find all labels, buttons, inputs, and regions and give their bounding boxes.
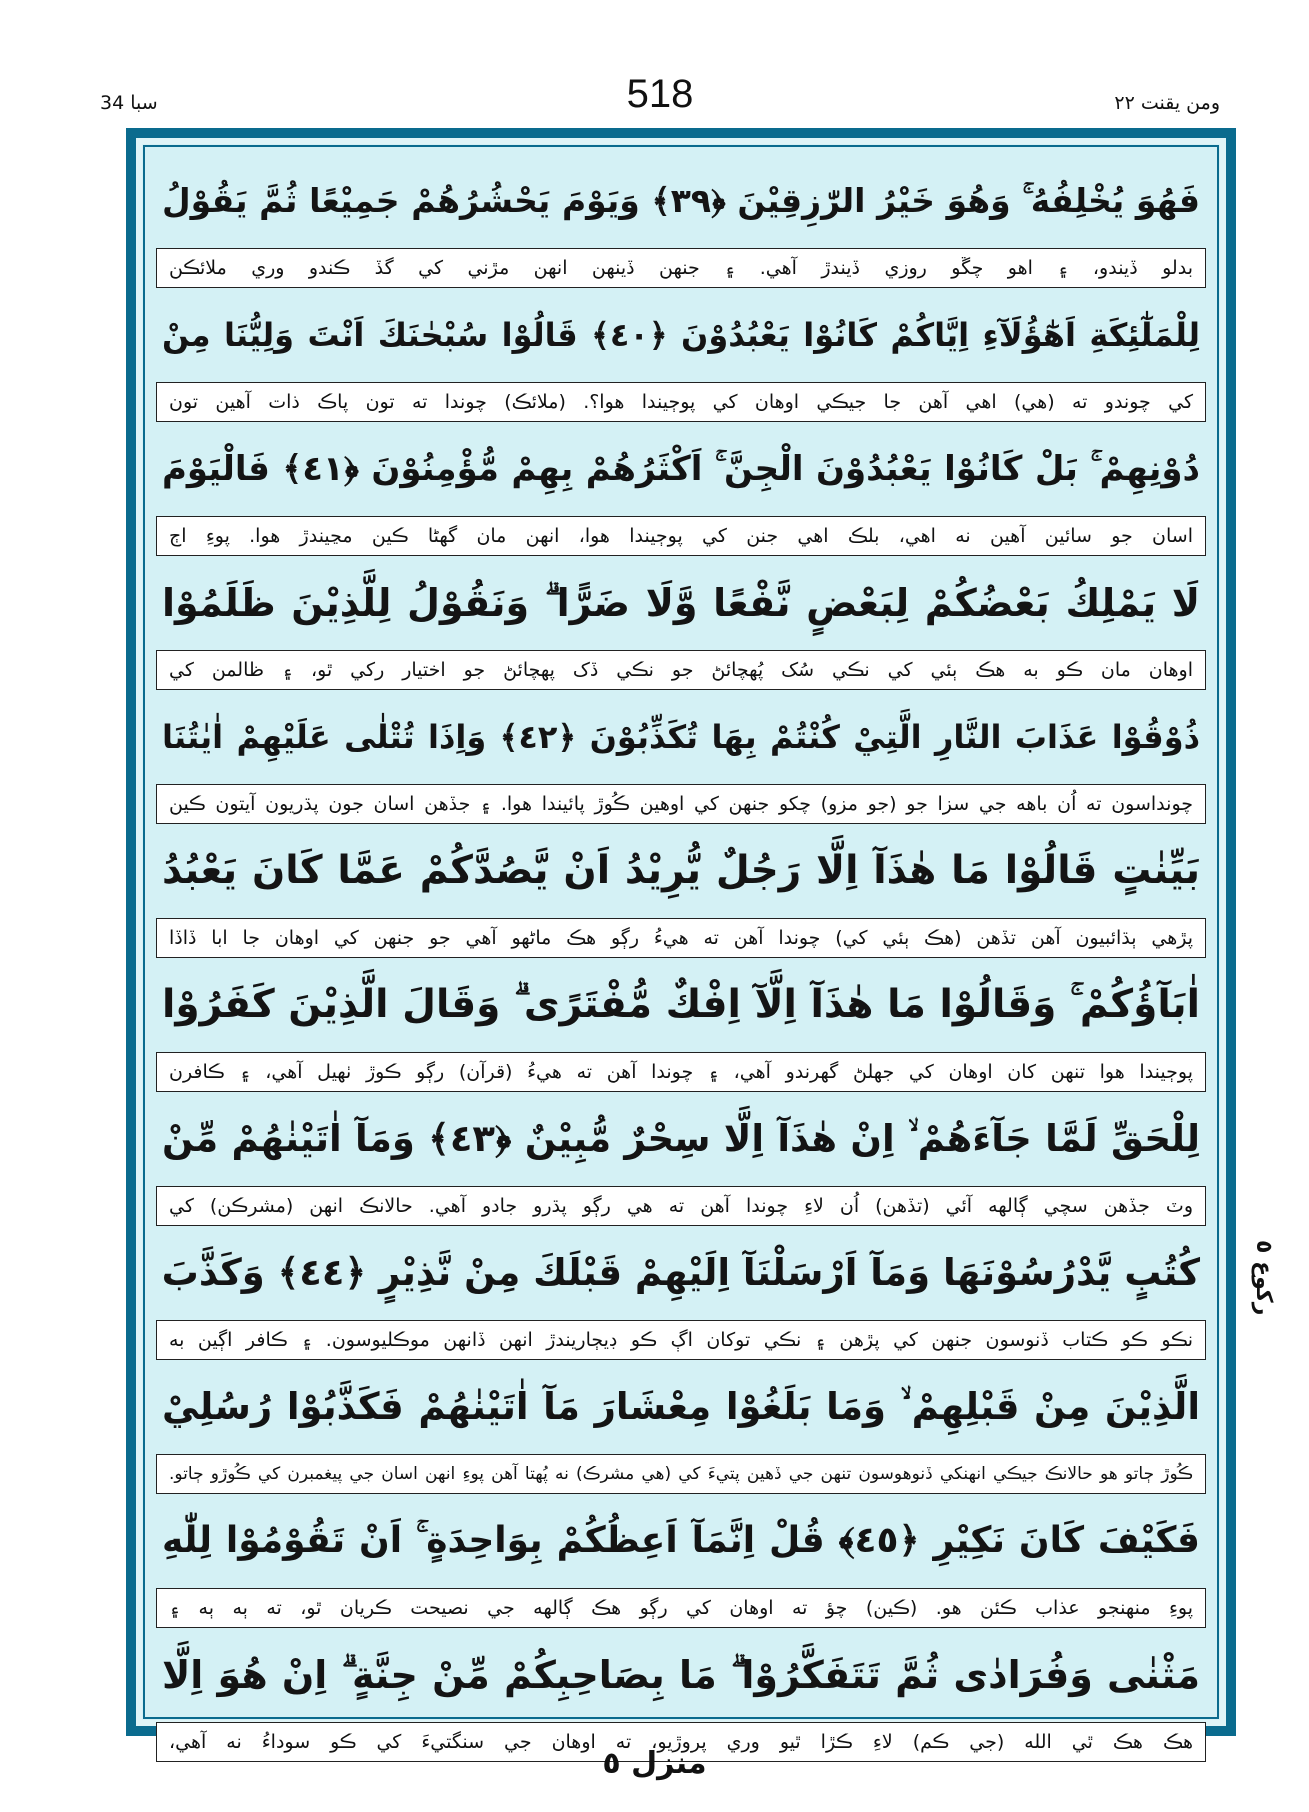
juz-label: سبا 34 xyxy=(100,92,158,114)
translation-line: نڪو ڪو ڪتاب ڏنوسون جنهن کي پڙهن ۽ نڪي توکان اڳ ڪو ڊيڄاريندڙ انهن ڏانهن موڪليوسون. ۽ ڪافر اڳين به xyxy=(156,1320,1206,1360)
arabic-line: لِلْمَلٰٓئِكَةِ اَهٰٓؤُلَآءِ اِيَّاكُمْ كَانُوْا يَعْبُدُوْنَ ﴿٤٠﴾ قَالُوْا سُبْحٰنَكَ اَنْتَ وَلِيُّنَا مِنْ xyxy=(162,316,1201,354)
translation-line: اوهان مان ڪو به هڪ ٻئي کي نڪي سُک پُهچائڻ جو نڪي ڏک پهچائڻ جو اختيار رکي ٿو، ۽ ظالمن کي xyxy=(156,650,1206,690)
page-frame xyxy=(126,128,1236,1753)
translation-line: پڙهي ٻڌائبيون آهن تڏهن (هڪ ٻئي کي) چوندا آهن ته هيءُ رڳو هڪ ماڻهو آهي جو جنهن کي اوهان جا ابا ڏاڏا xyxy=(156,918,1206,958)
translation-line: چونداسون ته اُن باهه جي سزا جو (جو مزو) چکو جنهن کي اوهين ڪُوڙ پائيندا هوا. ۽ جڏهن اسان جون پڌريون آيتون ڪين xyxy=(156,784,1206,824)
translation-line: پوءِ منهنجو عذاب ڪئن هو. (ڪين) چؤ ته اوهان کي رڳو هڪ ڳالهه جي نصيحت ڪريان ٿو، ته ٻه ٻه ۽ xyxy=(156,1588,1206,1628)
verse-block xyxy=(156,422,1206,556)
translation-line: هڪ هڪ ٿي الله (جي ڪم) لاءِ ڪڙا ٿيو وري پروڙيو، ته اوهان جي سنگتيءَ کي ڪو سوداءُ نه آهي، xyxy=(156,1722,1206,1762)
manzil-footer: منزل ٥ xyxy=(602,1746,707,1781)
arabic-line: كُتُبٍ يَّدْرُسُوْنَهَا وَمَآ اَرْسَلْنَآ اِلَيْهِمْ قَبْلَكَ مِنْ نَّذِيْرٍ ﴿٤٤﴾ وَكَذَّبَ xyxy=(161,1251,1200,1294)
arabic-line: بَيِّنٰتٍ قَالُوْا مَا هٰذَآ اِلَّا رَجُلٌ يُّرِيْدُ اَنْ يَّصُدَّكُمْ عَمَّا كَانَ يَعْبُدُ xyxy=(162,848,1200,893)
surah-label: ومن يقنت ٢٢ xyxy=(1114,92,1220,114)
arabic-line: الَّذِيْنَ مِنْ قَبْلِهِمْ ۙ وَمَا بَلَغُوْا مِعْشَارَ مَآ اٰتَيْنٰهُمْ فَكَذَّبُوْا رُسُلِيْ xyxy=(162,1385,1200,1428)
arabic-line: اٰبَآؤُكُمْ ۚ وَقَالُوْا مَا هٰذَآ اِلَّآ اِفْكٌ مُّفْتَرًى ۗ وَقَالَ الَّذِيْنَ كَفَرُوْا xyxy=(162,982,1200,1027)
ruku-marker: ركوع ٥ xyxy=(1251,1240,1276,1316)
arabic-line: ذُوْقُوْا عَذَابَ النَّارِ الَّتِيْ كُنْتُمْ بِهَا تُكَذِّبُوْنَ ﴿٤٢﴾ وَاِذَا تُتْلٰى عَلَيْهِمْ اٰيٰتُنَا xyxy=(162,718,1201,756)
verse-block xyxy=(156,556,1206,690)
translation-line: کي چوندو ته (هي) اهي آهن جا جيڪي اوهان کي پوڄيندا هوا؟. (ملائڪ) چوندا ته تون پاڪ ذات آهين تون xyxy=(156,382,1206,422)
translation-line: اسان جو سائين آهين نه اهي، بلڪ اهي جنن کي پوڄيندا هوا، انهن مان گهڻا ڪين مڃيندڙ هوا. پوءِ اڄ xyxy=(156,516,1206,556)
arabic-line: لَا يَمْلِكُ بَعْضُكُمْ لِبَعْضٍ نَّفْعًا وَّلَا ضَرًّا ۗ وَنَقُوْلُ لِلَّذِيْنَ ظَلَمُوْا xyxy=(162,581,1200,625)
translation-line: بدلو ڏيندو، ۽ اهو چڱو روزي ڏيندڙ آهي. ۽ جنهن ڏينهن انهن مڙني کي گڏ ڪندو وري ملائڪن xyxy=(156,248,1206,288)
page-number: 518 xyxy=(626,72,694,116)
translation-line: ڪُوڙ ڄاتو هو حالانڪ جيڪي انهنکي ڏنوهوسون تنهن جي ڏهين پتيءَ کي (هي مشرڪ) نه پُهتا آهن پوءِ انهن اسان جي پيغمبرن کي ڪُوڙو ڄاتو. xyxy=(156,1454,1206,1494)
verse-block xyxy=(156,1092,1206,1226)
arabic-line: دُوْنِهِمْ ۚ بَلْ كَانُوْا يَعْبُدُوْنَ الْجِنَّ ۚ اَكْثَرُهُمْ بِهِمْ مُّؤْمِنُوْنَ ﴿٤١﴾ فَالْيَوْمَ xyxy=(162,449,1200,489)
verse-block xyxy=(156,1628,1206,1762)
verse-block xyxy=(156,288,1206,422)
arabic-line: لِلْحَقِّ لَمَّا جَآءَهُمْ ۙ اِنْ هٰذَآ اِلَّا سِحْرٌ مُّبِيْنٌ ﴿٤٣﴾ وَمَآ اٰتَيْنٰهُمْ مِّنْ xyxy=(162,1117,1200,1160)
verse-block xyxy=(156,1360,1206,1494)
translation-line: پوڄيندا هوا تنهن کان اوهان کي جهلڻ گهرندو آهي، ۽ چوندا آهن ته هيءُ (قرآن) رڳو ڪوڙ ٺهيل آهي، ۽ ڪافرن xyxy=(156,1052,1206,1092)
arabic-line: مَثْنٰى وَفُرَادٰى ثُمَّ تَتَفَكَّرُوْا ۗ مَا بِصَاحِبِكُمْ مِّنْ جِنَّةٍ ۗ اِنْ هُوَ اِلَّا xyxy=(162,1653,1200,1697)
verse-block xyxy=(156,958,1206,1092)
arabic-line: فَكَيْفَ كَانَ نَكِيْرِ ﴿٤٥﴾ قُلْ اِنَّمَآ اَعِظُكُمْ بِوَاحِدَةٍ ۚ اَنْ تَقُوْمُوْا لِلّٰهِ xyxy=(162,1520,1200,1561)
page-header xyxy=(100,72,1220,124)
translation-line: وٽ جڏهن سچي ڳالهه آئي (تڏهن) اُن لاءِ چوندا آهن ته هي رڳو پڌرو جادو آهي. حالانڪ انهن (مشرڪن) کي xyxy=(156,1186,1206,1226)
arabic-line: فَهُوَ يُخْلِفُهُ ۚ وَهُوَ خَيْرُ الرّٰزِقِيْنَ ﴿٣٩﴾ وَيَوْمَ يَحْشُرُهُمْ جَمِيْعًا ثُمَّ يَقُوْلُ xyxy=(162,181,1200,220)
page-content xyxy=(136,138,1226,1753)
verse-block xyxy=(156,1494,1206,1628)
verse-block xyxy=(156,690,1206,824)
verse-block xyxy=(156,824,1206,958)
verse-block xyxy=(156,1226,1206,1360)
verse-block xyxy=(156,154,1206,288)
